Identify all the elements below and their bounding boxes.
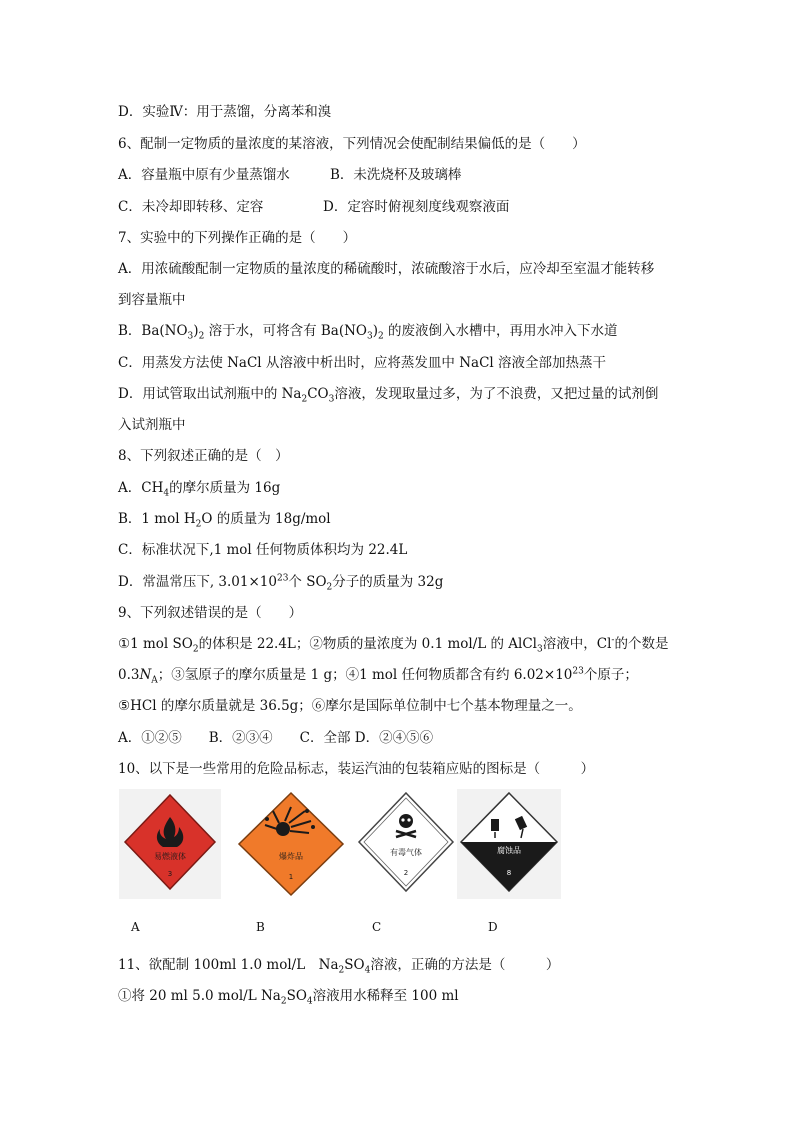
subscript: A [151, 675, 158, 686]
q6-option-c: C．未冷却即转移、定容 [118, 199, 264, 215]
avogadro-symbol: N [139, 667, 152, 683]
sign-a-text: 易燃液体 [154, 852, 186, 861]
subscript: 3 [537, 644, 543, 655]
q9-stem: 9、下列叙述错误的是（ ） [118, 605, 303, 621]
toxic-gas-sign [355, 789, 457, 899]
superscript: 23 [276, 573, 289, 584]
text: 溶液，正确的方法是（ ） [370, 957, 560, 973]
sign-a-label: A [131, 920, 140, 934]
q11-stem [118, 956, 559, 974]
q7-option-a-line1: A．用浓硫酸配制一定物质的量浓度的稀硫酸时，浓硫酸溶于水后，应冷却至室温才能转移 [118, 261, 655, 277]
hazard-signs [119, 789, 569, 899]
text: 溶液中，Cl [542, 636, 612, 652]
sign-c-label: C [372, 920, 382, 934]
subscript: 2 [198, 331, 205, 342]
text: 0.3 [118, 667, 140, 683]
text: SO [344, 957, 365, 973]
text: B．1 mol H [118, 511, 196, 527]
subscript: 2 [301, 394, 308, 405]
subscript: 2 [338, 965, 345, 976]
text: 个 SO [288, 574, 327, 590]
text: 分子的质量为 32g [332, 574, 444, 590]
q9-statement-line2 [118, 666, 638, 684]
q6-option-b: B．未洗烧杯及玻璃棒 [330, 167, 462, 183]
subscript: 2 [378, 331, 384, 342]
q9-options: A．①②⑤ B．②③④ C．全部 D．②④⑤⑥ [118, 730, 434, 746]
text: 的体积是 22.4L；②物质的量浓度为 0.1 mol/L 的 AlCl [198, 636, 538, 652]
subscript: 3 [328, 394, 335, 405]
q6-stem: 6、配制一定物质的量浓度的某溶液，下列情况会使配制结果偏低的是（ ） [118, 136, 586, 152]
text: B．Ba(NO [118, 323, 188, 339]
q11-option-1 [118, 987, 459, 1005]
sign-d-label: D [488, 920, 498, 934]
sign-a-class: 3 [167, 870, 173, 878]
text: D．用试管取出试剂瓶中的 Na [118, 386, 302, 402]
q7-option-a-line2: 到容量瓶中 [118, 292, 186, 308]
q7-option-c: C．用蒸发方法使 NaCl 从溶液中析出时，应将蒸发皿中 NaCl 溶液全部加热蒸干 [118, 355, 607, 371]
sign-b-class: 1 [288, 873, 294, 881]
sign-d-text: 腐蚀品 [497, 846, 521, 855]
text: ) [372, 323, 379, 339]
sign-c-text: 有毒气体 [390, 848, 422, 857]
text: 的废液倒入水槽中，再用水冲入下水道 [383, 323, 618, 339]
sign-d-class: 8 [506, 869, 512, 877]
subscript: 2 [192, 644, 199, 655]
sign-b-label: B [256, 920, 265, 934]
q8-option-d [118, 573, 443, 591]
subscript: 4 [364, 965, 371, 976]
text: 11、欲配制 100ml 1.0 mol/L Na [118, 957, 339, 973]
q8-option-b [118, 510, 331, 528]
q7-stem: 7、实验中的下列操作正确的是（ ） [118, 230, 357, 246]
text: 个原子； [583, 667, 638, 683]
text: D．常温常压下, 3.01×10 [118, 574, 277, 590]
text: ①1 mol SO [118, 636, 193, 652]
subscript: 2 [280, 996, 287, 1007]
q9-statement-line3: ⑤HCl 的摩尔质量就是 36.5g；⑥摩尔是国际单位制中七个基本物理量之一。 [118, 698, 582, 714]
corrosive-sign [457, 789, 561, 899]
q8-option-a [118, 479, 280, 497]
q7-option-b [118, 322, 618, 340]
subscript: 3 [367, 331, 373, 342]
text: ①将 20 ml 5.0 mol/L Na [118, 988, 281, 1004]
q5-option-d: D．实验Ⅳ：用于蒸馏，分离苯和溴 [118, 104, 332, 120]
q6-option-d: D．定容时俯视刻度线观察液面 [323, 199, 510, 215]
text: ) [193, 323, 199, 339]
subscript: 4 [163, 488, 170, 499]
flammable-liquid-sign [119, 789, 221, 899]
text: A．CH [118, 480, 164, 496]
text: CO [307, 386, 329, 402]
subscript: 2 [195, 519, 202, 530]
text: ；③氢原子的摩尔质量是 1 g；④1 mol 任何物质都含有约 6.02×10 [157, 667, 573, 683]
text: 溶于水，可将含有 Ba(NO [204, 323, 367, 339]
q6-option-a: A．容量瓶中原有少量蒸馏水 [118, 167, 290, 183]
q7-option-d-line1 [118, 385, 658, 403]
sign-c-class: 2 [403, 869, 409, 877]
q9-statement-line1 [118, 635, 668, 653]
subscript: 3 [187, 331, 194, 342]
sign-b-text: 爆炸品 [279, 852, 303, 861]
q10-stem: 10、以下是一些常用的危险品标志，装运汽油的包装箱应贴的图标是（ ） [118, 761, 595, 777]
q8-option-c: C．标准状况下,1 mol 任何物质体积均为 22.4L [118, 542, 408, 558]
superscript: 23 [572, 666, 584, 677]
superscript: - [611, 635, 615, 646]
text: 溶液用水稀释至 100 ml [312, 988, 459, 1004]
q7-option-d-line2: 入试剂瓶中 [118, 417, 186, 433]
explosive-sign [235, 789, 347, 899]
text: SO [286, 988, 307, 1004]
text: 溶液，发现取量过多，为了不浪费，又把过量的试剂倒 [334, 386, 659, 402]
q8-stem: 8、下列叙述正确的是（ ） [118, 448, 289, 464]
text: O 的质量为 18g/mol [201, 511, 331, 527]
text: 的摩尔质量为 16g [169, 480, 281, 496]
subscript: 2 [326, 582, 333, 593]
subscript: 4 [306, 996, 313, 1007]
text: 的个数是 [614, 636, 669, 652]
